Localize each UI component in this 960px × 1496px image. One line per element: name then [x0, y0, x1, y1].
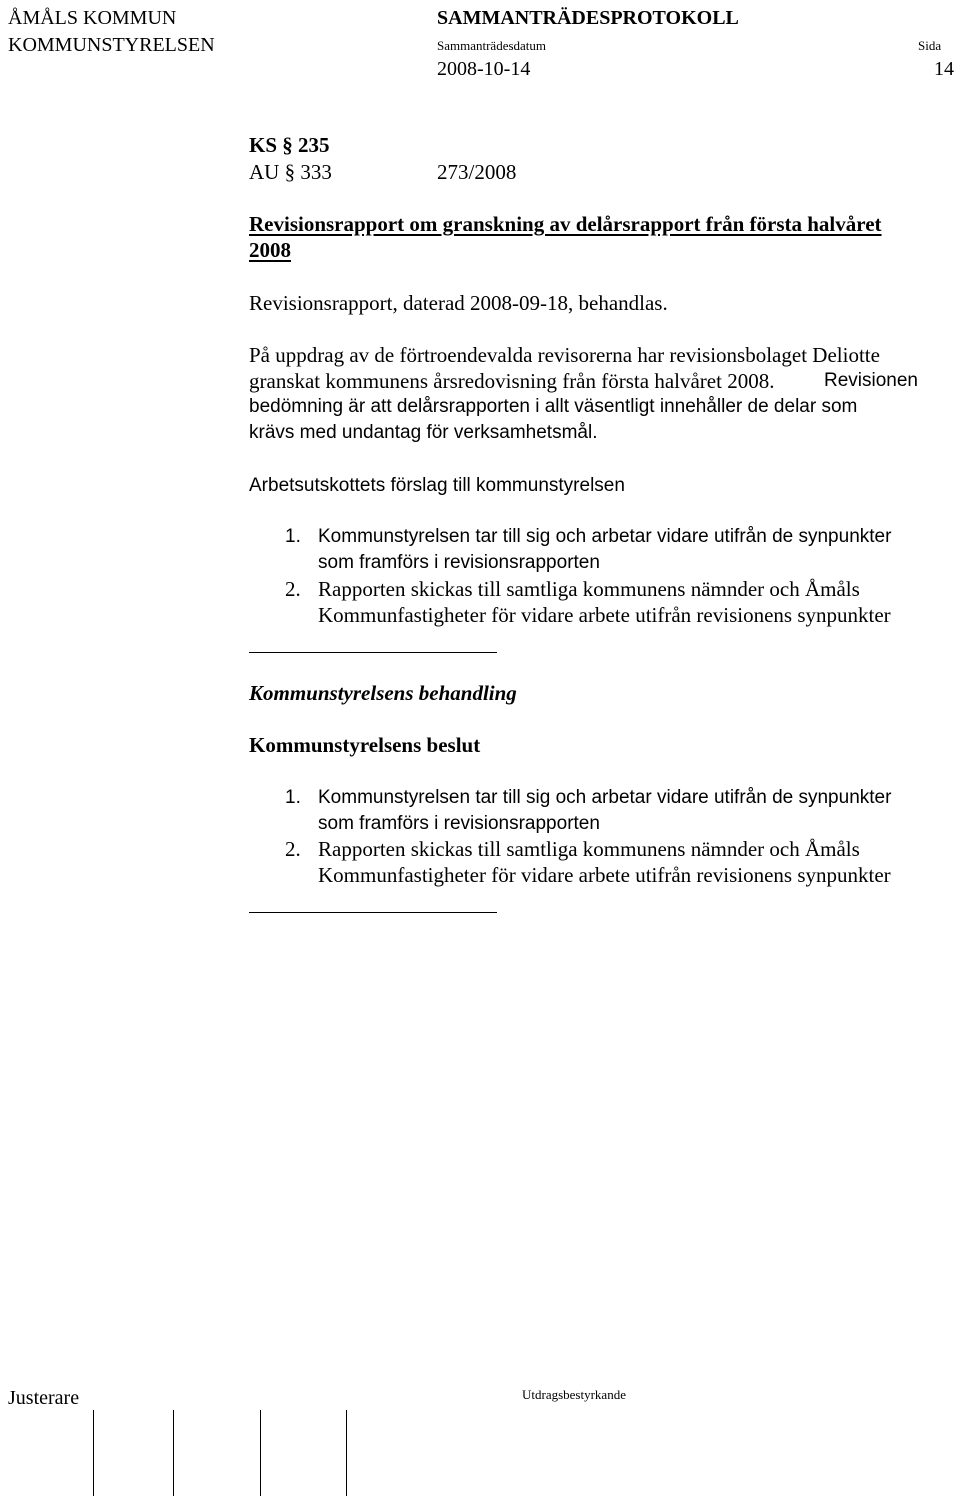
signature-box-divider	[173, 1410, 174, 1496]
decision-item-2-line-1: Rapporten skickas till samtliga kommunens nämnder och Åmåls	[318, 837, 860, 861]
signature-box-divider	[260, 1410, 261, 1496]
proposal-heading: Arbetsutskottets förslag till kommunstyrelsen	[249, 475, 625, 496]
paragraph-line-2: granskat kommunens årsredovisning från första halvåret 2008.	[249, 369, 775, 393]
committee-name: KOMMUNSTYRELSEN	[8, 34, 215, 56]
page-label: Sida	[918, 38, 942, 53]
document-type: SAMMANTRÄDESPROTOKOLL	[437, 7, 739, 29]
case-intro: Revisionsrapport, daterad 2008-09-18, behandlas.	[249, 291, 668, 315]
decision-item-2-number: 2.	[285, 837, 301, 861]
proposal-item-1-line-2: som framförs i revisionsrapporten	[318, 552, 600, 573]
proposal-item-1-number: 1.	[285, 526, 301, 547]
signature-box-divider	[346, 1410, 347, 1496]
handling-heading: Kommunstyrelsens behandling	[249, 681, 517, 705]
page-number: 14	[934, 58, 954, 80]
decision-item-2-line-2: Kommunfastigheter för vidare arbete utifrån revisionens synpunkter	[318, 863, 891, 887]
decision-item-1-number: 1.	[285, 787, 301, 808]
paragraph-line-3: bedömning är att delårsrapporten i allt väsentligt innehåller de delar som	[249, 396, 858, 417]
decision-item-1-line-2: som framförs i revisionsrapporten	[318, 813, 600, 834]
signature-box-divider	[93, 1410, 94, 1496]
utdragsbestyrkande-label: Utdragsbestyrkande	[522, 1387, 626, 1402]
paragraph-line-4: krävs med undantag för verksamhetsmål.	[249, 422, 598, 443]
meeting-date: 2008-10-14	[437, 58, 531, 80]
case-title-line-2: 2008	[249, 238, 291, 262]
diary-number: 273/2008	[437, 160, 517, 184]
paragraph-line-1: På uppdrag av de förtroendevalda revisorerna har revisionsbolaget Deliotte	[249, 343, 880, 367]
section-divider	[249, 652, 497, 653]
proposal-item-2-line-2: Kommunfastigheter för vidare arbete utifrån revisionens synpunkter	[318, 603, 891, 627]
section-divider-end	[249, 912, 497, 913]
ks-paragraph-number: KS § 235	[249, 133, 330, 157]
decision-item-1-line-1: Kommunstyrelsen tar till sig och arbetar vidare utifrån de synpunkter	[318, 787, 892, 808]
proposal-item-2-number: 2.	[285, 577, 301, 601]
case-title-line-1: Revisionsrapport om granskning av delårsrapport från första halvåret	[249, 212, 882, 236]
proposal-item-1-line-1: Kommunstyrelsen tar till sig och arbetar vidare utifrån de synpunkter	[318, 526, 892, 547]
decision-heading: Kommunstyrelsens beslut	[249, 733, 481, 757]
au-paragraph-number: AU § 333	[249, 160, 332, 184]
paragraph-line-2-continuation: Revisionen	[824, 370, 918, 391]
municipality-name: ÅMÅLS KOMMUN	[8, 7, 177, 29]
meeting-date-label: Sammanträdesdatum	[437, 38, 547, 53]
proposal-item-2-line-1: Rapporten skickas till samtliga kommunens nämnder och Åmåls	[318, 577, 860, 601]
justerare-label: Justerare	[8, 1387, 80, 1409]
